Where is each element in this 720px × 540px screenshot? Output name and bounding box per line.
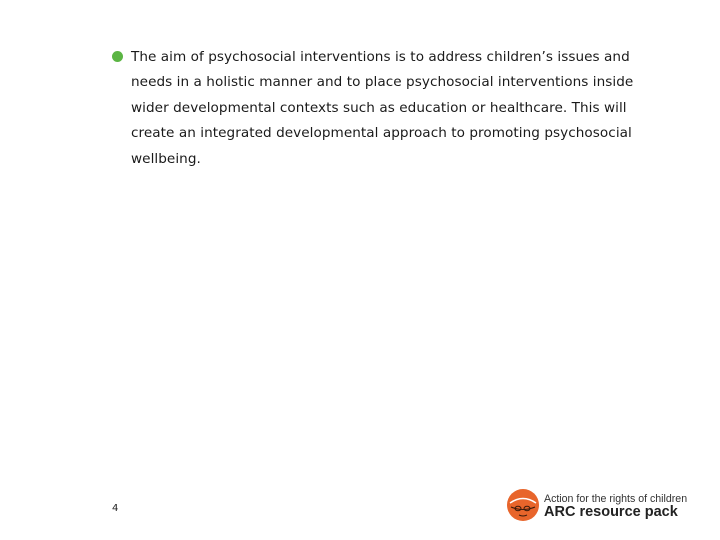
arc-child-face-icon <box>506 488 540 522</box>
logo-tagline: Action for the rights of children <box>544 493 688 505</box>
page-number: 4 <box>112 503 119 514</box>
bullet-point <box>112 45 672 172</box>
logo-name: ARC resource pack <box>544 504 678 520</box>
bullet-text: The aim of psychosocial interventions is to address children’s issues and needs in a holistic manner and to place psychosocial interventions inside wider developmental contexts such as education or healthcare. This will create an integrated developmental approach to promoting psychosocial wellbeing. <box>131 49 634 167</box>
arc-logo <box>506 488 696 524</box>
bullet-dot-icon <box>112 51 123 62</box>
